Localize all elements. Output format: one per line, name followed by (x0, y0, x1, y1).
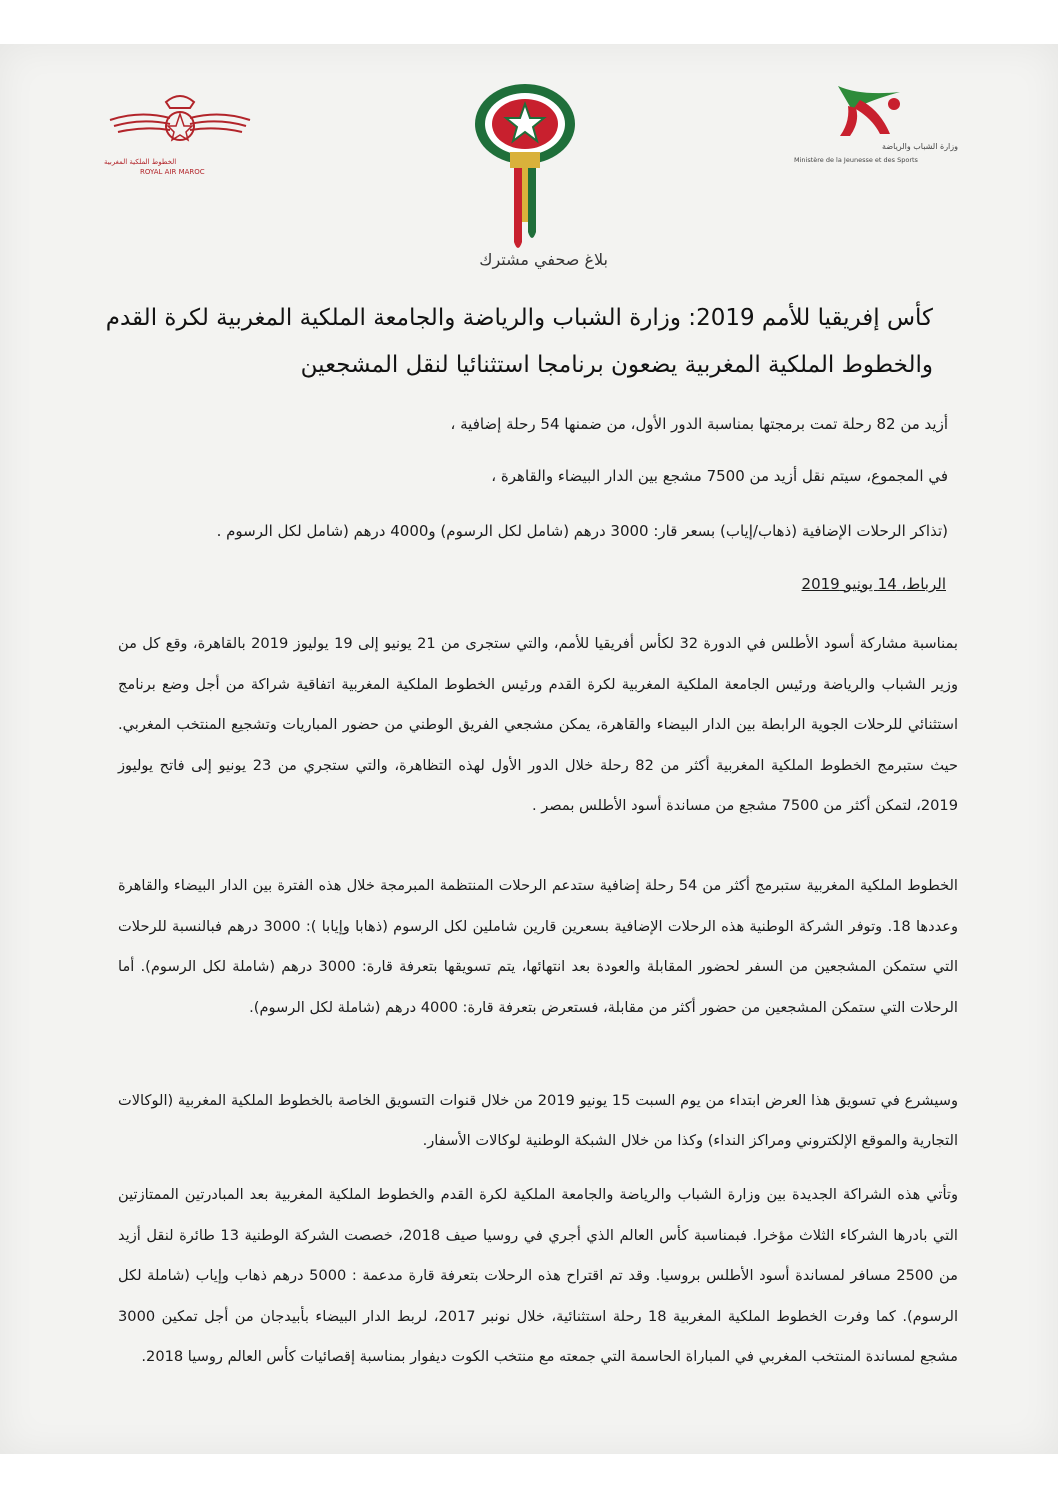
royal-air-maroc-emblem-icon (100, 88, 260, 158)
body-paragraph-2: الخطوط الملكية المغربية ستبرمج أكثر من 54 رحلة إضافية ستدعم الرحلات المنتظمة المبرمجة خلال هذه الفترة بين الدار البيضاء والقاهرة وعددها 18. وتوفر الشركة الوطنية هذه الرحلات الإضافية بسعرين قارين شاملين لكل الرسوم (ذهابا وإيابا ): 3000 درهم فبالنسبة للرحلات التي ستمكن المشجعين من السفر لحضور المقابلة والعودة بعد انتهائها، يتم تسويقها بتعرفة قارة: 3000 درهم (شاملة لكل الرسوم). أما الرحلات التي ستمكن المشجعين من حضور أكثر من مقابلة، فستعرض بتعرفة قارة: 4000 درهم (شاملة لكل الرسوم). (118, 877, 958, 1016)
ministry-youth-sports-logo (790, 82, 960, 177)
press-release-kicker: بلاغ صحفي مشترك (479, 250, 608, 269)
body-paragraph-1: بمناسبة مشاركة أسود الأطلس في الدورة 32 لكأس أفريقيا للأمم، والتي ستجرى من 21 يونيو إلى 19 يوليوز 2019 بالقاهرة، وقع كل من وزير الشباب والرياضة ورئيس الجامعة الملكية المغربية لكرة القدم ورئيس الخطوط الملكية المغربية اتفاقية شراكة من أجل وضع برنامج استثنائي للرحلات الجوية الرابطة بين الدار البيضاء والقاهرة، يمكن مشجعي الفريق الوطني من حضور المباريات وتشجيع المنتخب المغربي. حيث ستبرمج الخطوط الملكية المغربية أكثر من 82 رحلة خلال الدور الأول لهذه التظاهرة، والتي ستجري من 23 يونيو إلى فاتح يوليوز 2019، لتمكن أكثر من 7500 مشجع من مساندة أسود الأطلس بمصر . (118, 635, 958, 814)
ministry-caption-ar: وزارة الشباب والرياضة (882, 142, 958, 151)
headline-line-1: كأس إفريقيا للأمم 2019: وزارة الشباب والرياضة والجامعة الملكية المغربية لكرة القدم (105, 305, 933, 331)
body-paragraph-4: وتأتي هذه الشراكة الجديدة بين وزارة الشباب والرياضة والجامعة الملكية لكرة القدم والخطوط الملكية المغربية بعد المبادرتين الممتازتين التي بادرها الشركاء الثلاث مؤخرا. فبمناسبة كأس العالم الذي أجري في روسيا صيف 2018، خصصت الشركة الوطنية 13 طائرة لنقل أزيد من 2500 مسافر لمساندة أسود الأطلس بروسيا. وقد تم اقتراح هذه الرحلات بتعرفة قارة مدعمة : 5000 درهم ذهاب وإياب (شاملة لكل الرسوم). كما وفرت الخطوط الملكية المغربية 18 رحلة استثنائية، خلال نونبر 2017، لربط الدار البيضاء بأبيدجان من أجل تمكين 3000 مشجع لمساندة المنتخب المغربي في المباراة الحاسمة التي جمعته مع منتخب الكوت ديفوار بمناسبة إقصائيات كأس العالم روسيا 2018. (118, 1186, 959, 1365)
frmf-emblem-icon (470, 82, 580, 257)
ministry-caption-latin: Ministère de la Jeunesse et des Sports (794, 156, 918, 164)
headline-line-2: والخطوط الملكية المغربية يضعون برنامجا استثنائيا لنقل المشجعين (300, 352, 933, 378)
royal-air-maroc-caption-ar: الخطوط الملكية المغربية (104, 158, 177, 166)
body-paragraph-3: وسيشرع في تسويق هذا العرض ابتداء من يوم السبت 15 يونيو 2019 من خلال قنوات التسويق الخاصة بالخطوط الملكية المغربية (الوكالات التجارية والموقع الإلكتروني ومراكز النداء) وكذا من خلال الشبكة الوطنية لوكالات الأسفار. (118, 1092, 958, 1149)
frmf-emblem (470, 82, 580, 257)
highlight-fans: في المجموع، سيتم نقل أزيد من 7500 مشجع بين الدار البيضاء والقاهرة ، (491, 467, 948, 485)
highlight-prices: (تذاكر الرحلات الإضافية (ذهاب/إياب) بسعر قار: 3000 درهم (شامل لكل الرسوم) و4000 درهم (شامل لكل الرسوم . (216, 522, 948, 540)
royal-air-maroc-caption-en: ROYAL AIR MAROC (140, 168, 205, 176)
dateline: الرباط، 14 يونيو 2019 (801, 575, 946, 593)
royal-air-maroc-logo (100, 88, 260, 178)
ministry-emblem-icon (790, 82, 960, 142)
highlight-flights: أزيد من 82 رحلة تمت برمجتها بمناسبة الدور الأول، من ضمنها 54 رحلة إضافية ، (450, 415, 948, 433)
